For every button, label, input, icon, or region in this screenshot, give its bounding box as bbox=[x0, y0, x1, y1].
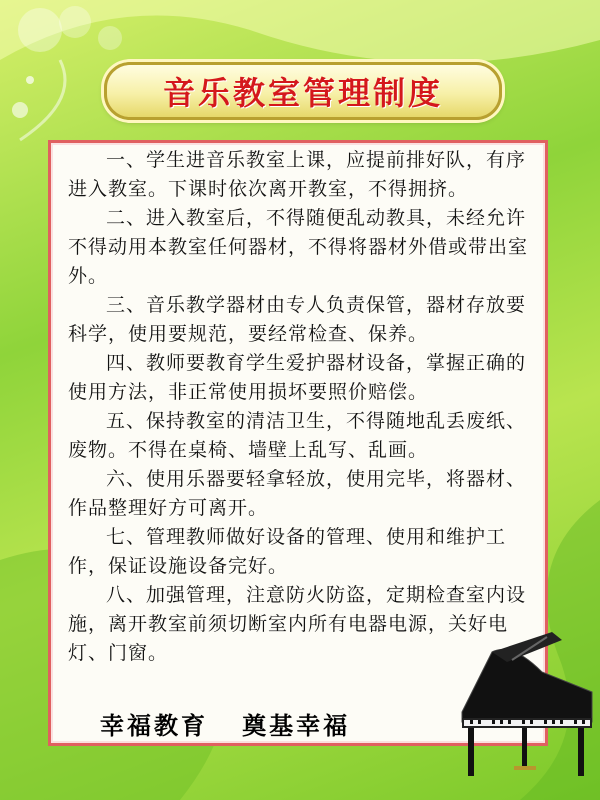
rule-item: 三、音乐教学器材由专人负责保管，器材存放要科学，使用要规范，要经常检查、保养。 bbox=[68, 294, 527, 345]
rules-list bbox=[68, 146, 538, 668]
rule-item: 六、使用乐器要轻拿轻放，使用完毕，将器材、作品整理好方可离开。 bbox=[68, 468, 527, 519]
rule-item: 八、加强管理，注意防火防盗，定期检查室内设施，离开教室前须切断室内所有电器电源，关好电灯、门窗。 bbox=[68, 584, 527, 664]
slogan: 幸福教育 奠基幸福 bbox=[100, 711, 351, 740]
title-banner bbox=[104, 62, 502, 120]
rule-item: 四、教师要教育学生爱护器材设备，掌握正确的使用方法，非正常使用损坏要照价赔偿。 bbox=[68, 352, 527, 403]
piano-icon bbox=[452, 632, 598, 782]
rule-item: 七、管理教师做好设备的管理、使用和维护工作，保证设施设备完好。 bbox=[68, 526, 507, 577]
page-title: 音乐教室管理制度 bbox=[162, 74, 443, 112]
rule-item: 一、学生进音乐教室上课，应提前排好队，有序进入教室。下课时依次离开教室，不得拥挤。 bbox=[68, 149, 527, 200]
rule-item: 五、保持教室的清洁卫生，不得随地乱丢废纸、废物。不得在桌椅、墙壁上乱写、乱画。 bbox=[68, 410, 527, 461]
rule-item: 二、进入教室后，不得随便乱动教具，未经允许不得动用本教室任何器材，不得将器材外借或带出室外。 bbox=[68, 207, 529, 287]
